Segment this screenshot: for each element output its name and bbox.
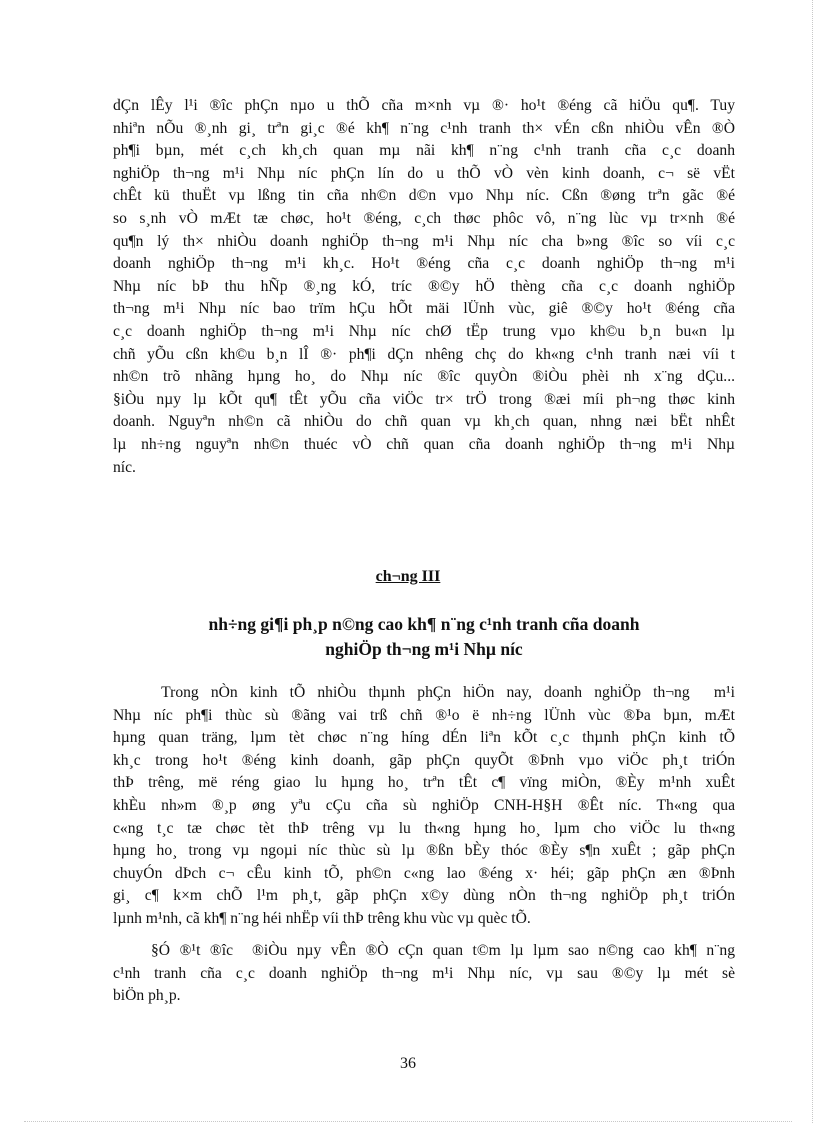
text-line: khÈu nh»m ®¸p øng yªu cÇu cña sù nghiÖp CNH-H§H ®Êt níc. Th«ng qua bbox=[113, 796, 735, 814]
text-line: chuyÓn dÞch c¬ cÊu kinh tÕ, ph©n c«ng lao ®éng x· héi; gãp phÇn æn ®Þnh bbox=[113, 864, 735, 882]
text-line: biÖn ph¸p. bbox=[113, 987, 181, 1005]
chapter-title-line: nghiÖp th¬ng m¹i Nhµ níc bbox=[325, 639, 523, 659]
text-line: Nhµ níc ph¶i thùc sù ®ãng vai trß chñ ®¹o ë nh÷ng lÜnh vùc ®Þa bµn, mÆt bbox=[113, 706, 735, 724]
text-line: hµng ho¸ trong vµ ngoµi níc thùc sù lµ ®ßn bÈy thóc ®Èy s¶n xuÊt ; gãp phÇn bbox=[113, 842, 735, 860]
paragraph-body bbox=[113, 682, 735, 931]
text-line: hµng quan träng, lµm tèt chøc n¨ng híng dÉn liªn kÕt c¸c thµnh phÇn kinh tÕ bbox=[113, 729, 735, 747]
text-line: lµnh m¹nh, cã kh¶ n¨ng héi nhËp víi thÞ trêng khu vùc vµ quèc tÕ. bbox=[113, 909, 531, 927]
text-line: doanh nghiÖp th¬ng m¹i kh¸c. Ho¹t ®éng cña c¸c doanh nghiÖp th¬ng m¹i bbox=[113, 255, 735, 273]
chapter-label: ch¬ng III bbox=[375, 568, 441, 585]
text-line: Nhµ níc bÞ thu hÑp ®¸ng kÓ, tríc ®©y hÖ thèng cña c¸c doanh nghiÖp bbox=[113, 277, 735, 295]
page-right-divider bbox=[812, 0, 813, 1123]
text-line: §iÒu nµy lµ kÕt qu¶ tÊt yÕu cña viÖc tr× trÖ trong ®æi míi ph¬ng thøc kinh bbox=[113, 390, 735, 408]
text-line: thÞ trêng, më réng giao lu hµng ho¸ trªn tÊt c¶ vïng miÒn, ®Èy m¹nh xuÊt bbox=[113, 774, 735, 792]
text-line: dÇn lÊy l¹i ®îc phÇn nµo u thÕ cña m×nh vµ ®· ho¹t ®éng cã hiÖu qu¶. Tuy bbox=[113, 97, 735, 114]
chapter-title-line: nh÷ng gi¶i ph¸p n©ng cao kh¶ n¨ng c¹nh tranh cña doanh bbox=[208, 614, 640, 634]
text-line: ph¶i bµn, mét c¸ch kh¸ch quan mµ nãi kh¶ n¨ng c¹nh tranh cña c¸c doanh bbox=[113, 142, 735, 160]
text-line: c¹nh tranh cña c¸c doanh nghiÖp th¬ng m¹i Nhµ níc, vµ sau ®©y lµ mét sè bbox=[113, 964, 735, 982]
text-line: níc. bbox=[113, 458, 136, 476]
text-line: qu¶n lý th× nhiÒu doanh nghiÖp th¬ng m¹i Nhµ níc cha b»ng ®îc so víi c¸c bbox=[113, 232, 735, 250]
text-line: nh©n trõ nhãng hµng ho¸ do Nhµ níc ®îc quyÒn ®iÒu phèi nh x¨ng dÇu... bbox=[113, 368, 735, 386]
page-bottom-divider bbox=[24, 1121, 792, 1122]
chapter-title bbox=[113, 612, 735, 662]
text-line: kh¸c trong ho¹t ®éng kinh doanh, gãp phÇn quyÕt ®Þnh vµo viÖc ph¸t triÓn bbox=[113, 751, 735, 769]
text-line: chÊt kü thuËt vµ lßng tin cña nh©n d©n vµo Nhµ níc. Cßn ®øng trªn gãc ®é bbox=[113, 187, 735, 205]
text-line: c«ng t¸c tæ chøc tèt thÞ trêng vµ lu th«ng hµng ho¸ lµm cho viÖc lu th«ng bbox=[113, 819, 735, 837]
text-line: so s¸nh vÒ mÆt tæ chøc, ho¹t ®éng, c¸ch thøc phôc vô, n¨ng lùc vµ tr×nh ®é bbox=[113, 209, 735, 227]
text-line: doanh. Nguyªn nh©n cã nhiÒu do chñ quan vµ kh¸ch quan, nhng næi bËt nhÊt bbox=[113, 413, 735, 431]
page-number: 36 bbox=[400, 1055, 416, 1072]
text-line: gi¸ c¶ k×m chÕ l¹m ph¸t, gãp phÇn x©y dùng nÒn th¬ng nghiÖp ph¸t triÓn bbox=[113, 887, 735, 905]
text-line: chñ yÕu cßn kh©u b¸n lÎ ®· ph¶i dÇn nhêng chç do kh«ng c¹nh tranh næi víi t bbox=[113, 345, 735, 363]
text-line: §Ó ®¹t ®îc ®iÒu nµy vÊn ®Ò cÇn quan t©m lµ lµm sao n©ng cao kh¶ n¨ng bbox=[113, 942, 735, 959]
paragraph-intro bbox=[113, 95, 735, 479]
text-line: nhiªn nÕu ®¸nh gi¸ trªn gi¸c ®é kh¶ n¨ng c¹nh tranh th× vÉn cßn nhiÒu vÊn ®Ò bbox=[113, 119, 735, 137]
text-line: c¸c doanh nghiÖp th¬ng m¹i Nhµ níc chØ tËp trung vµo kh©u b¸n bu«n lµ bbox=[113, 322, 735, 340]
text-line: Trong nÒn kinh tÕ nhiÒu thµnh phÇn hiÖn nay, doanh nghiÖp th¬ng m¹i bbox=[113, 684, 735, 701]
text-line: lµ nh÷ng nguyªn nh©n thuéc vÒ chñ quan cña doanh nghiÖp th¬ng m¹i Nhµ bbox=[113, 435, 735, 453]
text-line: th¬ng m¹i Nhµ níc bao trïm hÇu hÕt mäi lÜnh vùc, giê ®©y ho¹t ®éng cña bbox=[113, 300, 735, 318]
text-line: nghiÖp th¬ng m¹i Nhµ níc phÇn lín do u thÕ vÒ vèn kinh doanh, c¬ së vËt bbox=[113, 164, 735, 182]
paragraph-conclusion bbox=[113, 940, 735, 1008]
